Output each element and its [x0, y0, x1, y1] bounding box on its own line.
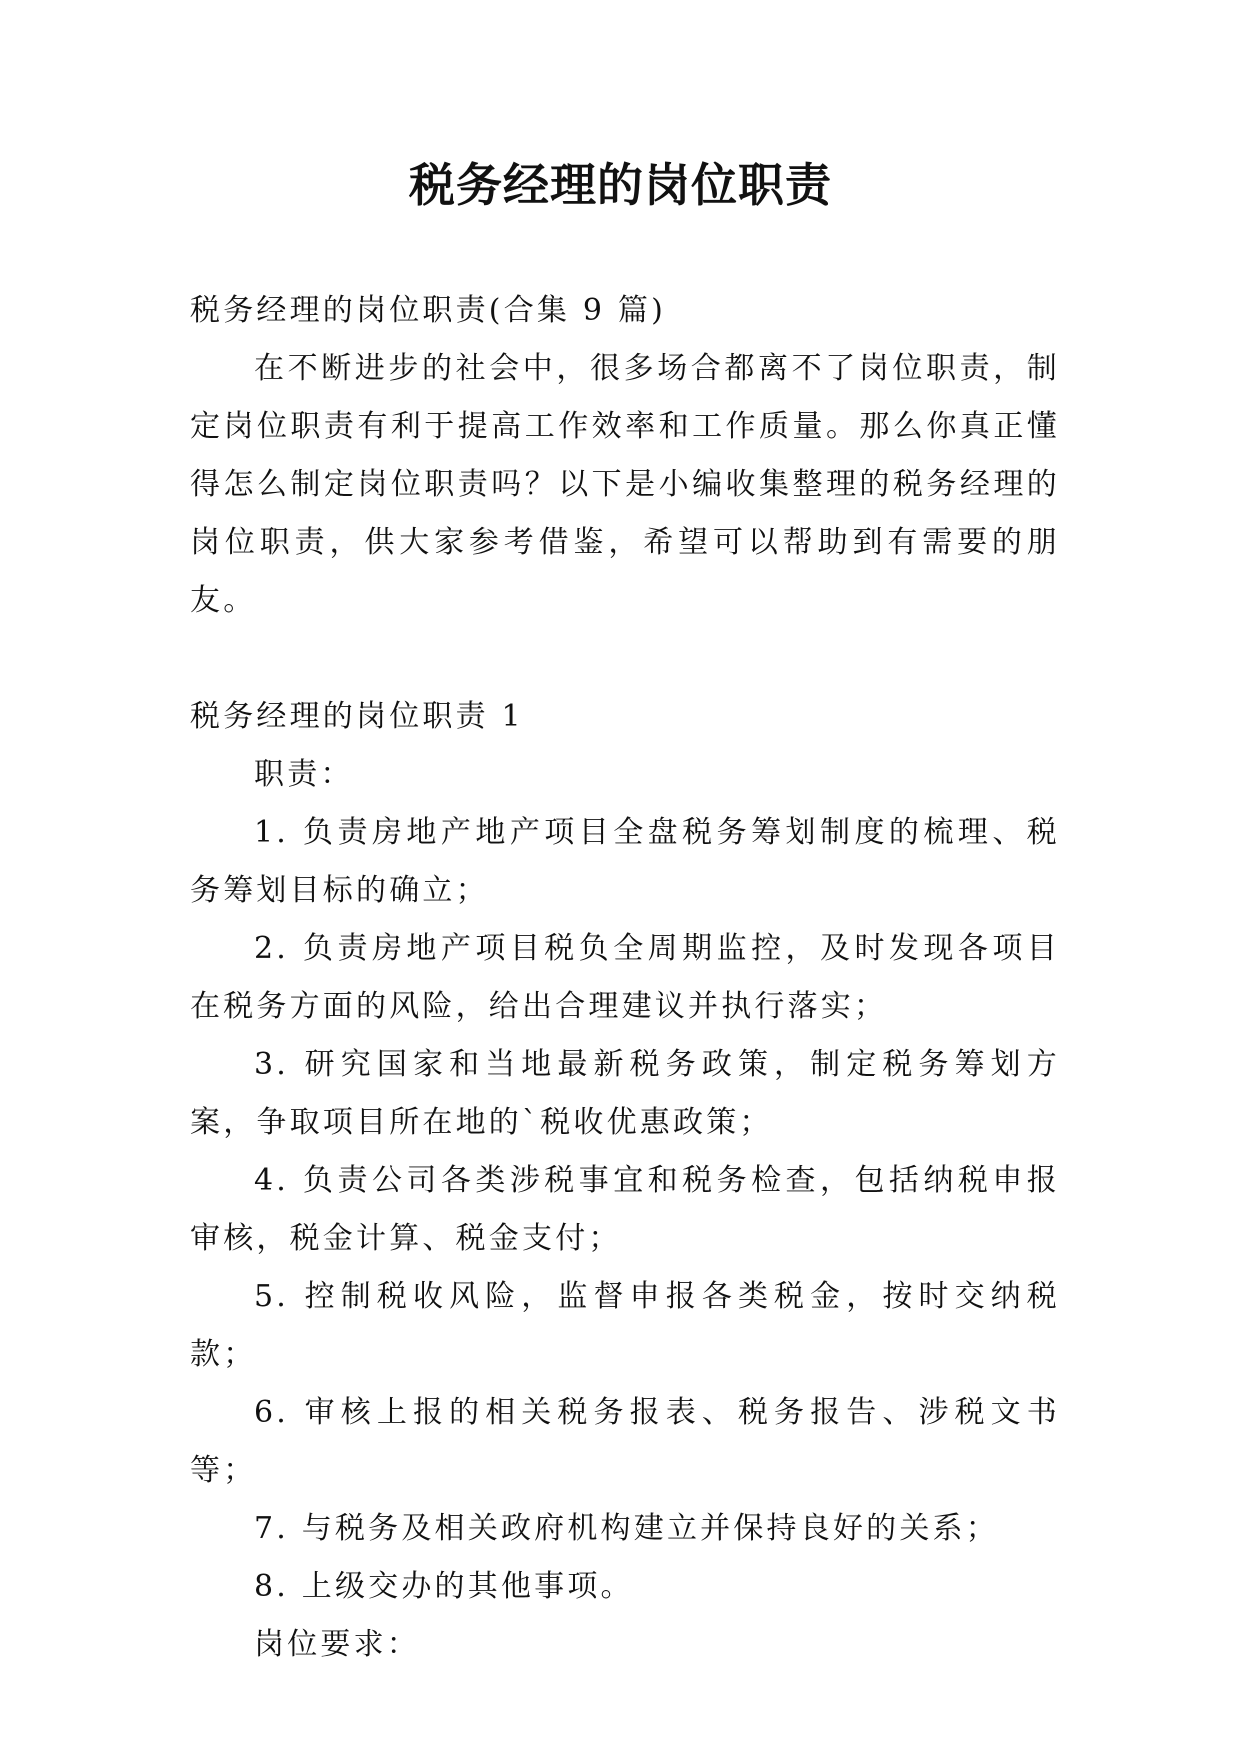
duty-item: 1. 负责房地产地产项目全盘税务筹划制度的梳理、税务筹划目标的确立；: [190, 815, 1060, 908]
duty-item: 5. 控制税收风险，监督申报各类税金，按时交纳税款；: [190, 1279, 1060, 1372]
document-subtitle: 税务经理的岗位职责(合集 9 篇): [190, 293, 666, 328]
document-body: [190, 282, 1060, 1674]
duty-item: 4. 负责公司各类涉税事宜和税务检查，包括纳税申报审核，税金计算、税金支付；: [190, 1163, 1060, 1256]
section-spacer: [190, 630, 1060, 688]
duty-item: 3. 研究国家和当地最新税务政策，制定税务筹划方案，争取项目所在地的`税收优惠政策；: [190, 1047, 1060, 1140]
requirements-label: 岗位要求：: [254, 1627, 420, 1662]
document-title: 税务经理的岗位职责: [409, 158, 832, 212]
duty-item: 6. 审核上报的相关税务报表、税务报告、涉税文书等；: [190, 1395, 1060, 1488]
duty-item: 7. 与税务及相关政府机构建立并保持良好的关系；: [254, 1511, 999, 1546]
duty-item: 2. 负责房地产项目税负全周期监控，及时发现各项目在税务方面的风险，给出合理建议并执行落实；: [190, 931, 1060, 1024]
duty-item: 8. 上级交办的其他事项。: [254, 1569, 634, 1604]
intro-paragraph: 在不断进步的社会中，很多场合都离不了岗位职责，制定岗位职责有利于提高工作效率和工作质量。那么你真正懂得怎么制定岗位职责吗？以下是小编收集整理的税务经理的岗位职责，供大家参考借鉴，希望可以帮助到有需要的朋友。: [190, 351, 1060, 618]
section-heading: 税务经理的岗位职责 1: [190, 699, 524, 734]
duties-label: 职责：: [254, 757, 354, 792]
